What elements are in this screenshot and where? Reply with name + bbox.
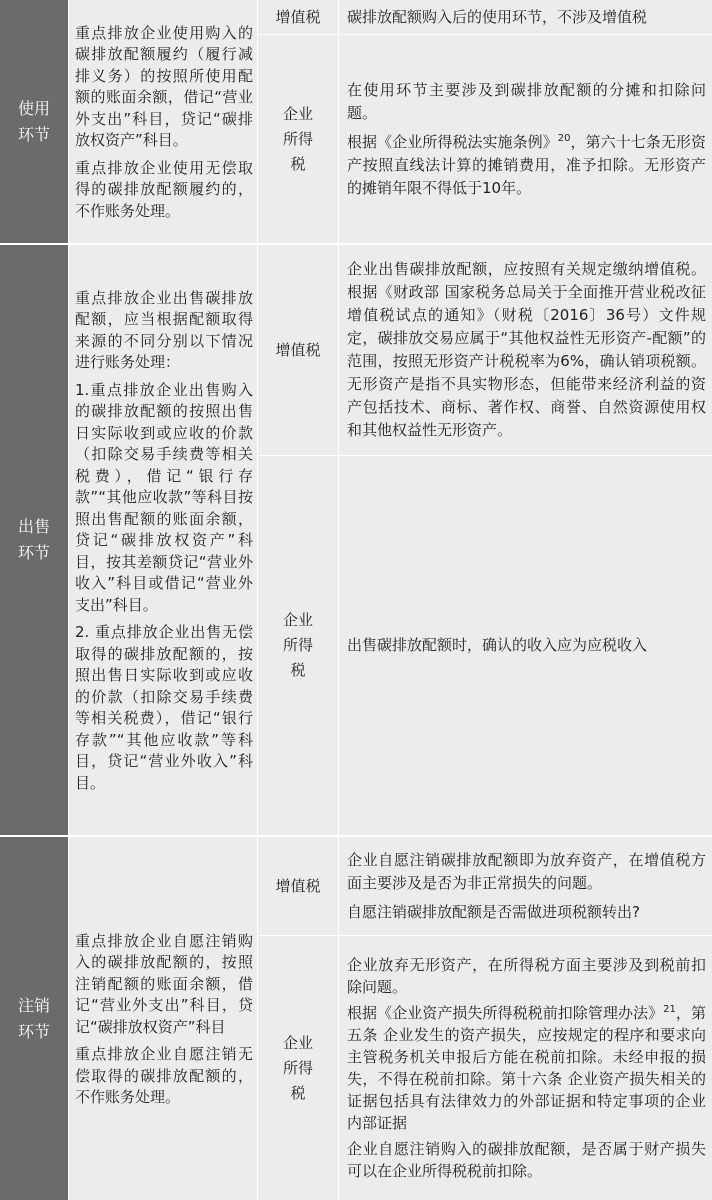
tax-description <box>338 35 712 243</box>
vat-row <box>258 0 712 34</box>
treatment-paragraph: 重点排放企业使用无偿取得的碳排放配额履约的，不作账务处理。 <box>75 158 253 220</box>
tax-type-text: 企业所得税 <box>282 1033 313 1102</box>
stage-label: 出售环节 <box>17 517 50 562</box>
footnote-ref: 20 <box>557 132 571 144</box>
treatment-paragraph: 重点排放企业自愿注销购入的碳排放配额的，按照注销配额的账面余额，借记“营业外支出”科目，贷记“碳排放权资产”科目 <box>75 931 253 1036</box>
tax-paragraph: 企业放弃无形资产，在所得税方面主要涉及到税前扣除问题。 <box>347 956 706 996</box>
stage-label: 使用环节 <box>17 98 50 144</box>
stage-label: 注销环节 <box>17 995 50 1041</box>
tax-type-label: 增值税 <box>258 0 338 34</box>
tax-type-text: 企业所得税 <box>282 611 313 679</box>
tax-paragraph: 在使用环节主要涉及到碳排放配额的分摊和扣除问题。 <box>347 80 706 122</box>
tax-type-label <box>258 456 338 835</box>
tax-type-label: 增值税 <box>258 837 338 935</box>
cit-row <box>258 455 712 835</box>
tax-type-text: 企业所得税 <box>282 104 313 173</box>
footnote-ref: 21 <box>663 1004 676 1015</box>
treatment-paragraph: 1.重点排放企业出售购入的碳排放配额的按照出售日实际收到或应收的价款（扣除交易手续费等相关税费），借记“银行存款”“其他应收款”等科目按照出售配额的账面余额，贷记“碳排放权资产”科目，按其差额贷记“营业外收入”科目或借记“营业外支出”科目。 <box>75 380 253 614</box>
tax-paragraph: 碳排放配额购入后的使用环节，不涉及增值税 <box>347 7 648 26</box>
accounting-treatment-cell <box>68 837 258 1200</box>
tax-paragraph <box>347 131 706 200</box>
tax-paragraph: 自愿注销碳排放配额是否需做进项税额转出? <box>347 902 640 921</box>
citation-text: 根据《企业所得税法实施条例》 <box>347 132 558 151</box>
treatment-paragraph: 2. 重点排放企业出售无偿取得的碳排放配额的，按照出售日实际收到或应收的价款（扣除交易手续费等相关税费），借记“银行存款”“其他应收款”等科目，贷记“营业外收入”科目。 <box>75 623 253 792</box>
tax-paragraph: 企业自愿注销碳排放配额即为放弃资产，在增值税方面主要涉及是否为非正常损失的问题。 <box>347 850 706 892</box>
stage-cell <box>0 245 68 835</box>
citation-text: 根据《企业资产损失所得税税前扣除管理办法》 <box>347 1004 664 1022</box>
section-sale <box>0 245 712 835</box>
tax-type-label: 增值税 <box>258 245 338 455</box>
treatment-paragraph: 重点排放企业出售碳排放配额，应当根据配额取得来源的不同分别以下情况进行账务处理： <box>75 288 253 372</box>
tax-paragraph: 出售碳排放配额时，确认的收入应为应税收入 <box>347 636 648 654</box>
stage-cell <box>0 837 68 1200</box>
cit-row <box>258 935 712 1200</box>
tax-type-label <box>258 936 338 1200</box>
stage-cell <box>0 0 68 243</box>
tax-type-label <box>258 35 338 243</box>
vat-row <box>258 837 712 935</box>
section-use <box>0 0 712 243</box>
tax-paragraph: 企业出售碳排放配额，应按照有关规定缴纳增值税。根据《财政部 国家税务总局关于全面推开营业税改征增值税试点的通知》（财税〔2016〕36号）文件规定，碳排放交易应属于“其他权益性无形资产-配额”的范围，按照无形资产计税税率为6%，确认销项税额。无形资产是指不具实物形态，但能带来经济利益的资产包括技术、商标、著作权、商誉、自然资源使用权和其他权益性无形资产。 <box>347 260 706 439</box>
accounting-treatment-cell <box>68 0 258 243</box>
tax-description <box>338 936 712 1200</box>
cit-row <box>258 34 712 243</box>
tax-description <box>338 0 712 34</box>
tax-description <box>338 245 712 455</box>
treatment-paragraph: 重点排放企业自愿注销无偿取得的碳排放配额的，不作账务处理。 <box>75 1045 253 1106</box>
vat-row <box>258 245 712 455</box>
section-cancel <box>0 837 712 1200</box>
treatment-paragraph: 重点排放企业使用购入的碳排放配额履约（履行减排义务）的按照所使用配额的账面余额，借记“营业外支出”科目，贷记“碳排放权资产”科目。 <box>75 23 253 150</box>
citation-text: ，第六十七条无形资产按照直线法计算的摊销费用，准予扣除。无形资产的摊销年限不得低于10年。 <box>347 132 706 197</box>
tax-description <box>338 837 712 935</box>
tax-paragraph <box>347 1002 706 1134</box>
tax-description <box>338 456 712 835</box>
tax-paragraph: 企业自愿注销购入的碳排放配额，是否属于财产损失可以在企业所得税税前扣除。 <box>347 1140 706 1180</box>
citation-text: ，第五条 企业发生的资产损失，应按规定的程序和要求向主管税务机关申报后方能在税前扣除。未经申报的损失，不得在税前扣除。第十六条 企业资产损失相关的证据包括具有法律效力的外部证据和特定事项的企业内部证据 <box>347 1004 706 1132</box>
accounting-treatment-cell <box>68 245 258 835</box>
